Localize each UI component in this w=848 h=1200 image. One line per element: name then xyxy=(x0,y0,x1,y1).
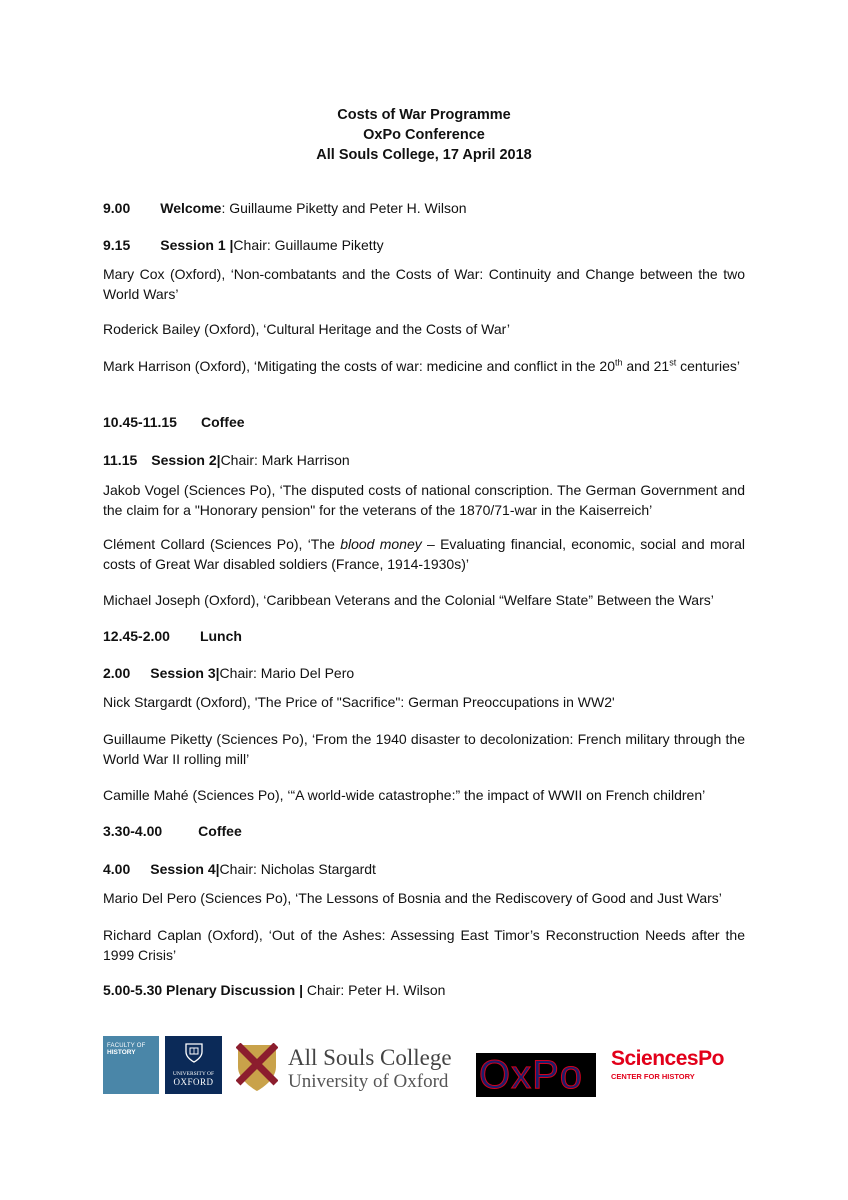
plenary-row xyxy=(103,980,745,1000)
welcome-row xyxy=(103,198,745,218)
session-3-header xyxy=(103,663,745,683)
all-souls-shield-icon xyxy=(236,1043,278,1093)
welcome-speakers: : Guillaume Piketty and Peter H. Wilson xyxy=(221,200,467,216)
sponsor-logos xyxy=(103,1035,743,1097)
session-label: Session 1 | xyxy=(160,237,234,253)
plenary-label: 5.00-5.30 Plenary Discussion | xyxy=(103,982,304,998)
time-label: 2.00 xyxy=(103,665,131,681)
talk-text-b: and 21 xyxy=(622,358,670,374)
talk-text-b: – Evaluating financial, economic, social and moral costs of Great War disabled soldiers (France, 1914-1930s)’ xyxy=(103,536,745,572)
talk-item: Michael Joseph (Oxford), ‘Caribbean Veterans and the Colonial “Welfare State” Between the Wars’ xyxy=(103,592,714,608)
talk-item: Camille Mahé (Sciences Po), ‘“A world-wide catastrophe:” the impact of WWII on French children’ xyxy=(103,787,706,803)
oxford-logo-line2: OXFORD xyxy=(173,1077,214,1087)
welcome-label: Welcome xyxy=(160,200,222,216)
talk-item xyxy=(103,534,745,574)
session-4-header xyxy=(103,859,745,879)
talk-text-a: Mark Harrison (Oxford), ‘Mitigating the costs of war: medicine and conflict in the 20 xyxy=(103,358,615,374)
session-chair: Chair: Guillaume Piketty xyxy=(233,237,384,253)
session-chair: Chair: Nicholas Stargardt xyxy=(219,861,376,877)
session-label: Session 3| xyxy=(150,665,220,681)
oxford-crest-icon xyxy=(184,1042,204,1064)
oxpo-wordmark: OxPo xyxy=(479,1053,584,1097)
all-souls-university: University of Oxford xyxy=(288,1071,449,1092)
lunch-row xyxy=(103,626,745,646)
conference-name: OxPo Conference xyxy=(363,127,485,143)
oxpo-logo xyxy=(476,1053,596,1097)
session-chair: Chair: Mario Del Pero xyxy=(219,665,355,681)
faculty-of-history-logo xyxy=(103,1036,159,1094)
superscript: st xyxy=(669,357,677,368)
talk-item: Nick Stargardt (Oxford), 'The Price of "Sacrifice": German Preoccupations in WW2' xyxy=(103,694,615,710)
faculty-logo-line1: FACULTY OF xyxy=(107,1043,146,1049)
center-for-history: CENTER FOR HISTORY xyxy=(611,1072,695,1081)
plenary-chair: Chair: Peter H. Wilson xyxy=(303,982,446,998)
time-label: 4.00 xyxy=(103,861,131,877)
talk-item: Richard Caplan (Oxford), ‘Out of the Ashes: Assessing East Timor’s Reconstruction Needs after the 1999 Crisis’ xyxy=(103,927,745,963)
talk-italic: blood money xyxy=(340,536,422,552)
programme-title: Costs of War Programme xyxy=(337,107,511,123)
talk-item xyxy=(103,356,745,376)
time-label: 3.30-4.00 xyxy=(103,823,163,839)
session-label: Session 4| xyxy=(150,861,220,877)
oxford-logo-line1: UNIVERSITY OF xyxy=(172,1071,215,1077)
coffee-break-row xyxy=(103,821,745,841)
venue-date: All Souls College, 17 April 2018 xyxy=(316,147,532,163)
session-2-header xyxy=(103,450,745,470)
talk-item: Jakob Vogel (Sciences Po), ‘The disputed costs of national conscription. The German Government and the claim for a "Honorary pension" for the veterans of the 1870/71-war in the Kaiserreich’ xyxy=(103,482,745,518)
break-label: Coffee xyxy=(200,414,245,430)
all-souls-college-logo xyxy=(236,1035,476,1097)
faculty-logo-line2: HISTORY xyxy=(107,1049,136,1056)
sciences-po-wordmark: SciencesPo xyxy=(611,1047,724,1070)
break-label: Lunch xyxy=(199,628,242,644)
sciences-po-logo xyxy=(611,1047,743,1087)
session-1-header xyxy=(103,235,745,255)
talk-item: Guillaume Piketty (Sciences Po), ‘From the 1940 disaster to decolonization: French military through the World War II rolling mill’ xyxy=(103,731,745,767)
superscript: th xyxy=(614,357,623,368)
time-label: 10.45-11.15 xyxy=(103,414,177,430)
session-label: Session 2| xyxy=(151,452,221,468)
programme-header xyxy=(0,105,848,165)
break-label: Coffee xyxy=(198,823,242,839)
session-chair: Chair: Mark Harrison xyxy=(220,452,350,468)
time-label: 11.15 xyxy=(103,452,138,468)
talk-text-c: centuries’ xyxy=(676,358,741,374)
university-of-oxford-logo xyxy=(165,1036,222,1094)
talk-item: Roderick Bailey (Oxford), ‘Cultural Heritage and the Costs of War’ xyxy=(103,321,510,337)
talk-item: Mary Cox (Oxford), ‘Non-combatants and the Costs of War: Continuity and Change between the two World Wars’ xyxy=(103,266,745,302)
talk-text-a: Clément Collard (Sciences Po), ‘The xyxy=(103,536,341,552)
time-label: 9.00 xyxy=(103,200,131,216)
coffee-break-row xyxy=(103,412,745,432)
time-label: 12.45-2.00 xyxy=(103,628,170,644)
time-label: 9.15 xyxy=(103,237,131,253)
talk-item: Mario Del Pero (Sciences Po), ‘The Lessons of Bosnia and the Rediscovery of Good and Just Wars’ xyxy=(103,890,722,906)
all-souls-name: All Souls College xyxy=(288,1045,452,1070)
